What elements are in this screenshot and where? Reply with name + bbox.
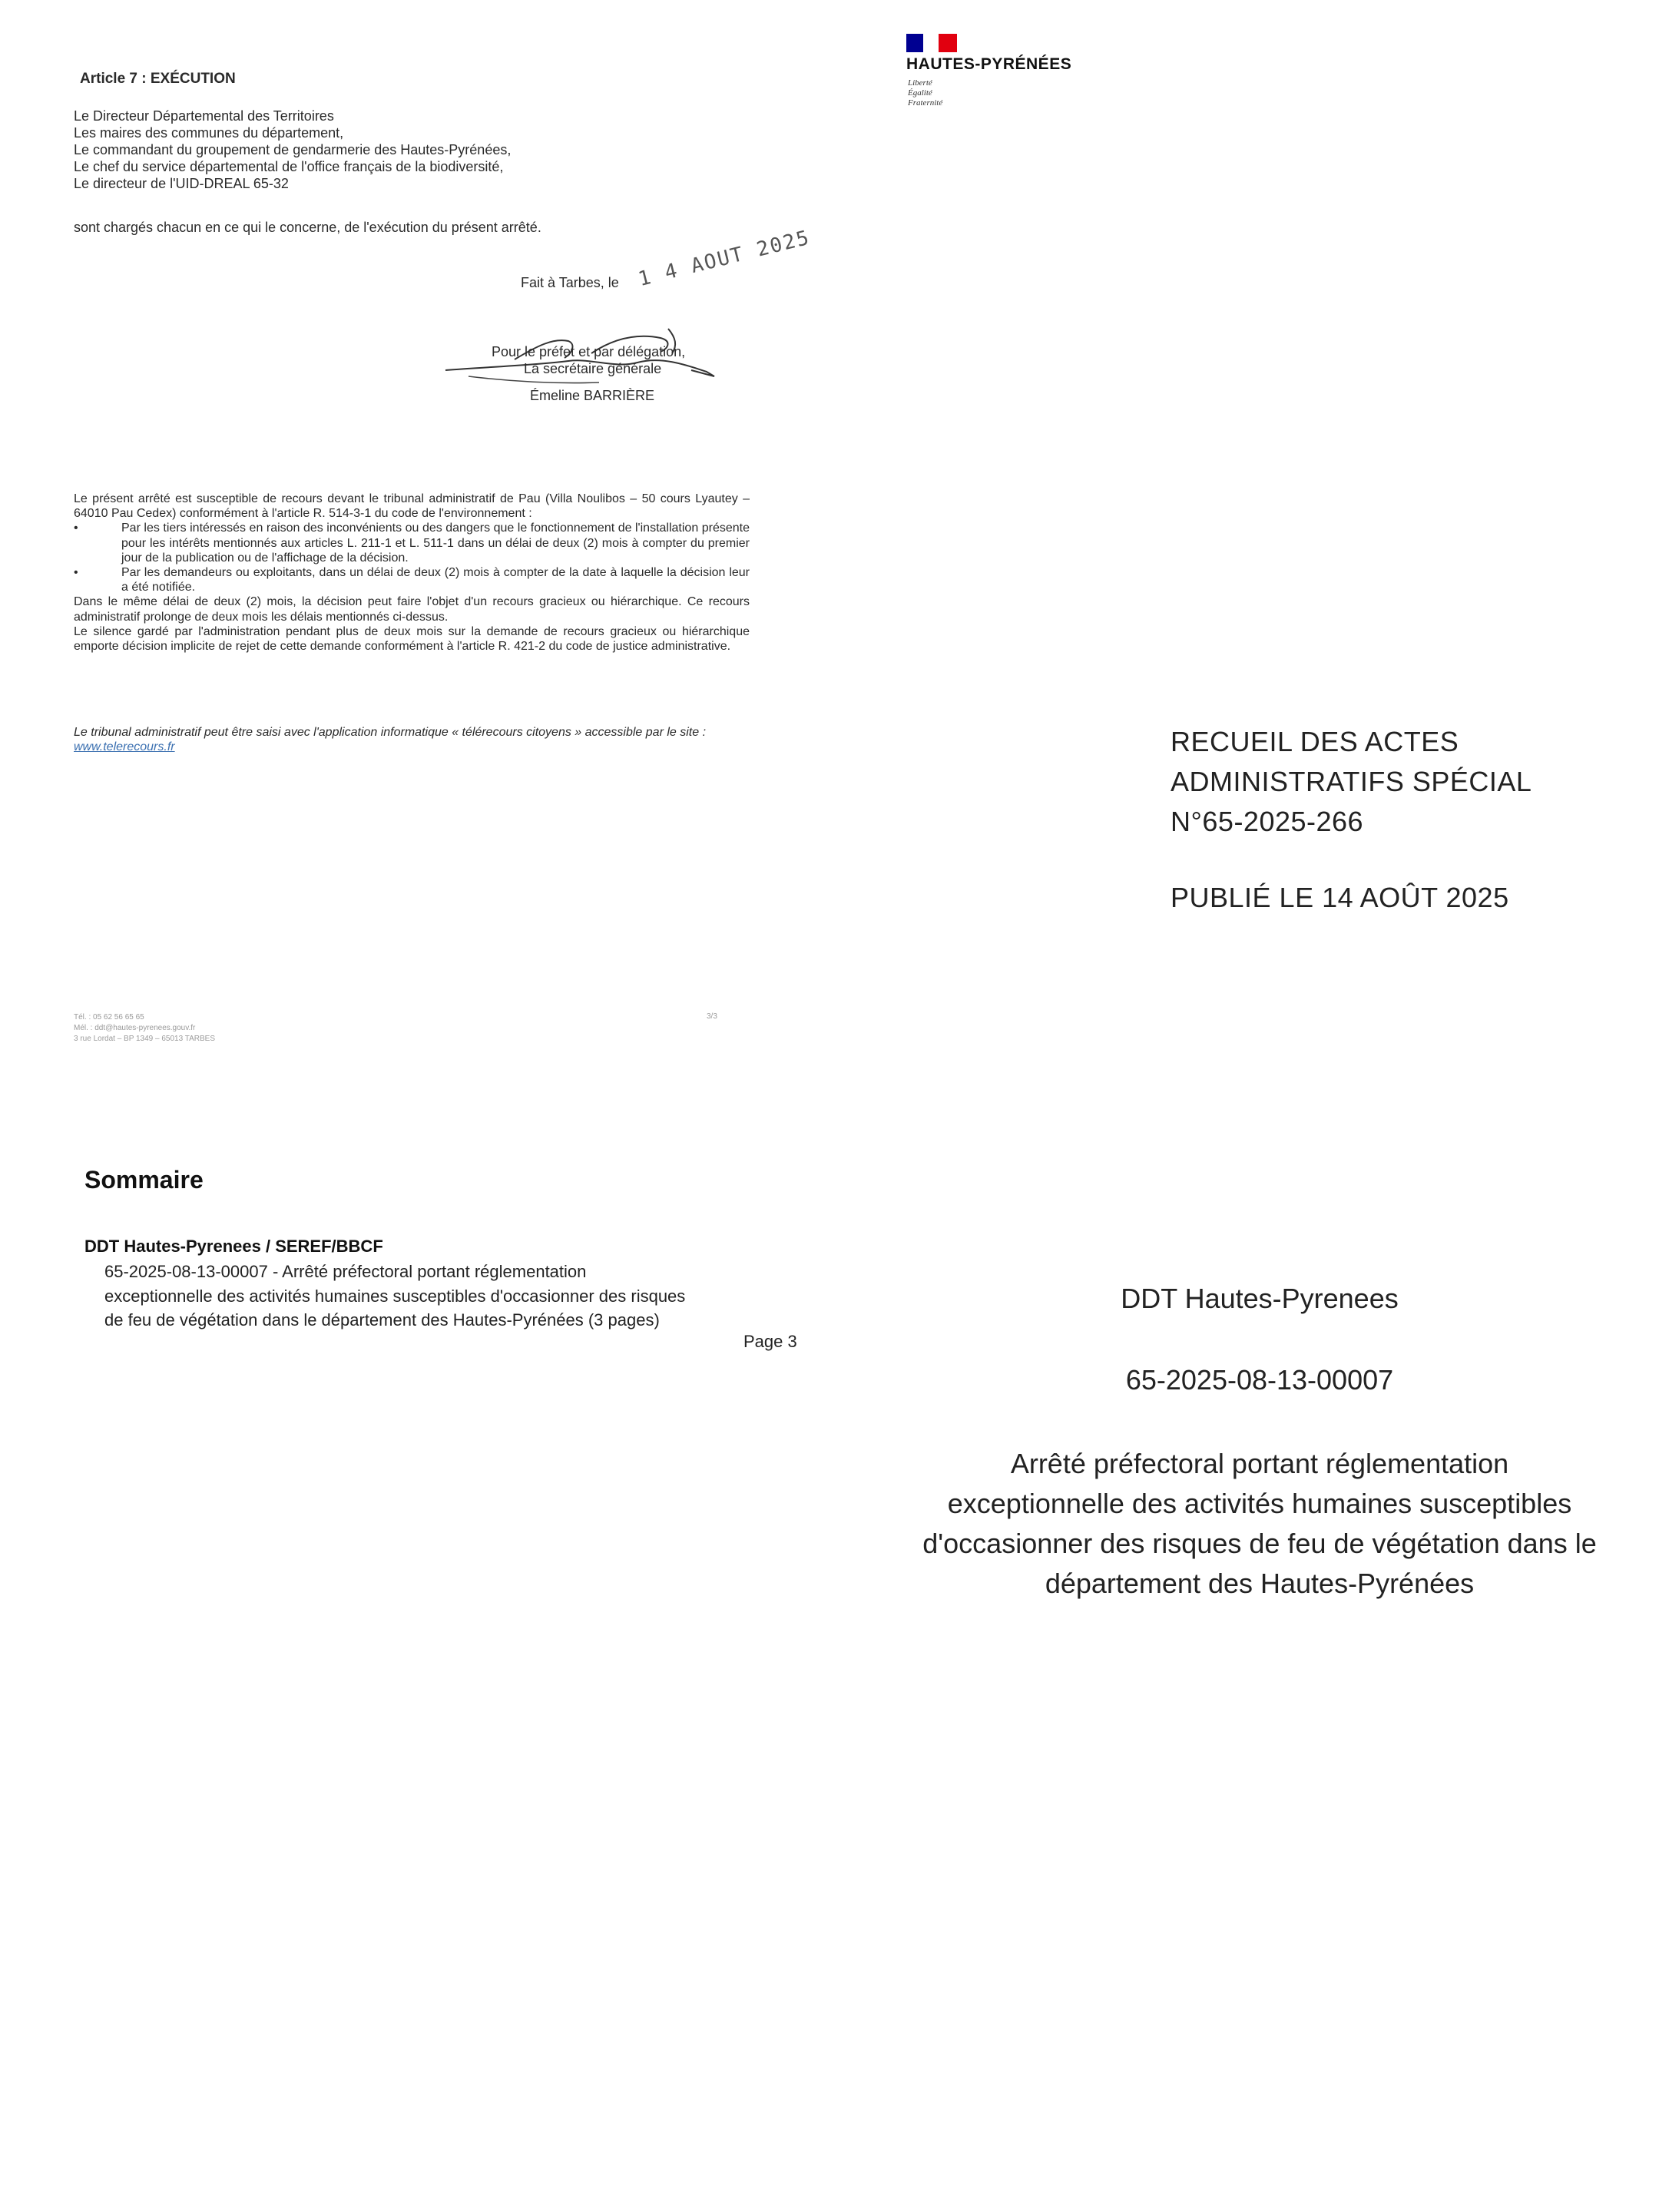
publication-date: PUBLIÉ LE 14 AOÛT 2025 xyxy=(1171,882,1509,913)
article-title: Article 7 : EXÉCUTION xyxy=(80,71,236,87)
bullet-mark: • xyxy=(74,566,78,580)
addressee-item: Les maires des communes du département, xyxy=(74,125,344,141)
telerecours-text: Le tribunal administratif peut être saisi avec l'application informatique « télérecours citoyens » accessible par le site : xyxy=(74,726,707,739)
recueil-title xyxy=(1171,722,1532,842)
section-number: 65-2025-08-13-00007 xyxy=(1125,1364,1394,1396)
sommaire-page-ref[interactable]: Page 3 xyxy=(743,1332,797,1351)
telerecours-note xyxy=(74,725,750,754)
addressee-item: Le chef du service départemental de l'office français de la biodiversité, xyxy=(74,159,504,174)
motto-line: Fraternité xyxy=(908,98,943,108)
telerecours-link[interactable]: www.telerecours.fr xyxy=(74,740,175,754)
flag-red xyxy=(939,34,957,52)
appeal-intro: Le présent arrêté est susceptible de recours devant le tribunal administratif de Pau (Villa Noulibos – 50 cours Lyautey – 64010 Pau Cedex) conformément à l'article R. 514-3-1 du code de l'environnement : xyxy=(74,492,750,521)
recueil-line: RECUEIL DES ACTES xyxy=(1171,726,1459,757)
appeal-silence: Le silence gardé par l'administration pendant plus de deux mois sur la demande de recours gracieux ou hiérarchique emporte décision implicite de rejet de cette demande conformément à l'article R. 421-2 du code de justice administrative. xyxy=(74,624,750,654)
sommaire-title: Sommaire xyxy=(84,1166,204,1194)
signature-title: La secrétaire générale xyxy=(524,361,662,376)
appeal-bullet xyxy=(74,521,750,565)
recueil-line: N°65-2025-266 xyxy=(1171,806,1364,837)
signature-delegation: Pour le préfet et par délégation, xyxy=(492,344,686,359)
republic-motto xyxy=(908,78,942,108)
bullet-mark: • xyxy=(74,522,78,535)
addressee-item: Le directeur de l'UID-DREAL 65-32 xyxy=(74,176,289,191)
section-service: DDT Hautes-Pyrenees xyxy=(1121,1283,1399,1314)
signature-name: Émeline BARRIÈRE xyxy=(530,388,655,403)
section-title: Arrêté préfectoral portant réglementation exceptionnelle des activités humaines susceptibles d'occasionner des risques de feu de végétation dans le département des Hautes-Pyrénées xyxy=(922,1448,1597,1599)
execution-statement: sont chargés chacun en ce qui le concerne, de l'exécution du présent arrêté. xyxy=(74,220,541,235)
flag-white xyxy=(923,34,939,52)
marianne-flag-icon xyxy=(906,34,957,52)
prefecture-name: HAUTES-PYRÉNÉES xyxy=(906,55,1072,73)
sommaire-service: DDT Hautes-Pyrenees / SEREF/BBCF xyxy=(84,1237,383,1256)
date-stamp: 1 4 AOUT 2025 xyxy=(636,226,813,292)
addressee-item: Le commandant du groupement de gendarmerie des Hautes-Pyrénées, xyxy=(74,142,512,157)
motto-line: Liberté xyxy=(908,78,932,88)
scan-footer xyxy=(74,1012,215,1045)
recueil-line: ADMINISTRATIFS SPÉCIAL xyxy=(1171,766,1532,797)
addressee-item: Le Directeur Départemental des Territoires xyxy=(74,108,334,124)
signed-at: Fait à Tarbes, le xyxy=(521,275,619,290)
appeal-bullet-text: Par les tiers intéressés en raison des inconvénients ou des dangers que le fonctionnement de l'installation présente pour les intérêts mentionnés aux articles L. 211-1 et L. 511-1 dans un délai de deux (2) mois à compter du premier jour de la publication ou de l'affichage de la décision. xyxy=(121,522,750,565)
appeal-notice xyxy=(74,492,750,654)
footer-line: 3 rue Lordat – BP 1349 – 65013 TARBES xyxy=(74,1035,216,1043)
flag-blue xyxy=(906,34,923,52)
appeal-gracieux: Dans le même délai de deux (2) mois, la décision peut faire l'objet d'un recours gracieux ou hiérarchique. Ce recours administratif prolonge de deux mois les délais mentionnés ci-dessus. xyxy=(74,595,750,624)
appeal-bullet xyxy=(74,565,750,594)
motto-line: Égalité xyxy=(908,88,932,98)
addressee-list xyxy=(74,108,627,192)
footer-line: Tél. : 05 62 56 65 65 xyxy=(74,1013,144,1022)
appeal-bullet-text: Par les demandeurs ou exploitants, dans un délai de deux (2) mois à compter de la date à laquelle la décision leur a été notifiée. xyxy=(121,566,750,594)
sommaire-entry[interactable]: 65-2025-08-13-00007 - Arrêté préfectoral portant réglementation exceptionnelle des activités humaines susceptibles d'occasionner des risques de feu de végétation dans le département des Hautes-Pyrénées (3 pages) xyxy=(104,1262,686,1330)
footer-line: Mél. : ddt@hautes-pyrenees.gouv.fr xyxy=(74,1024,196,1032)
scan-page-number: 3/3 xyxy=(707,1012,717,1021)
